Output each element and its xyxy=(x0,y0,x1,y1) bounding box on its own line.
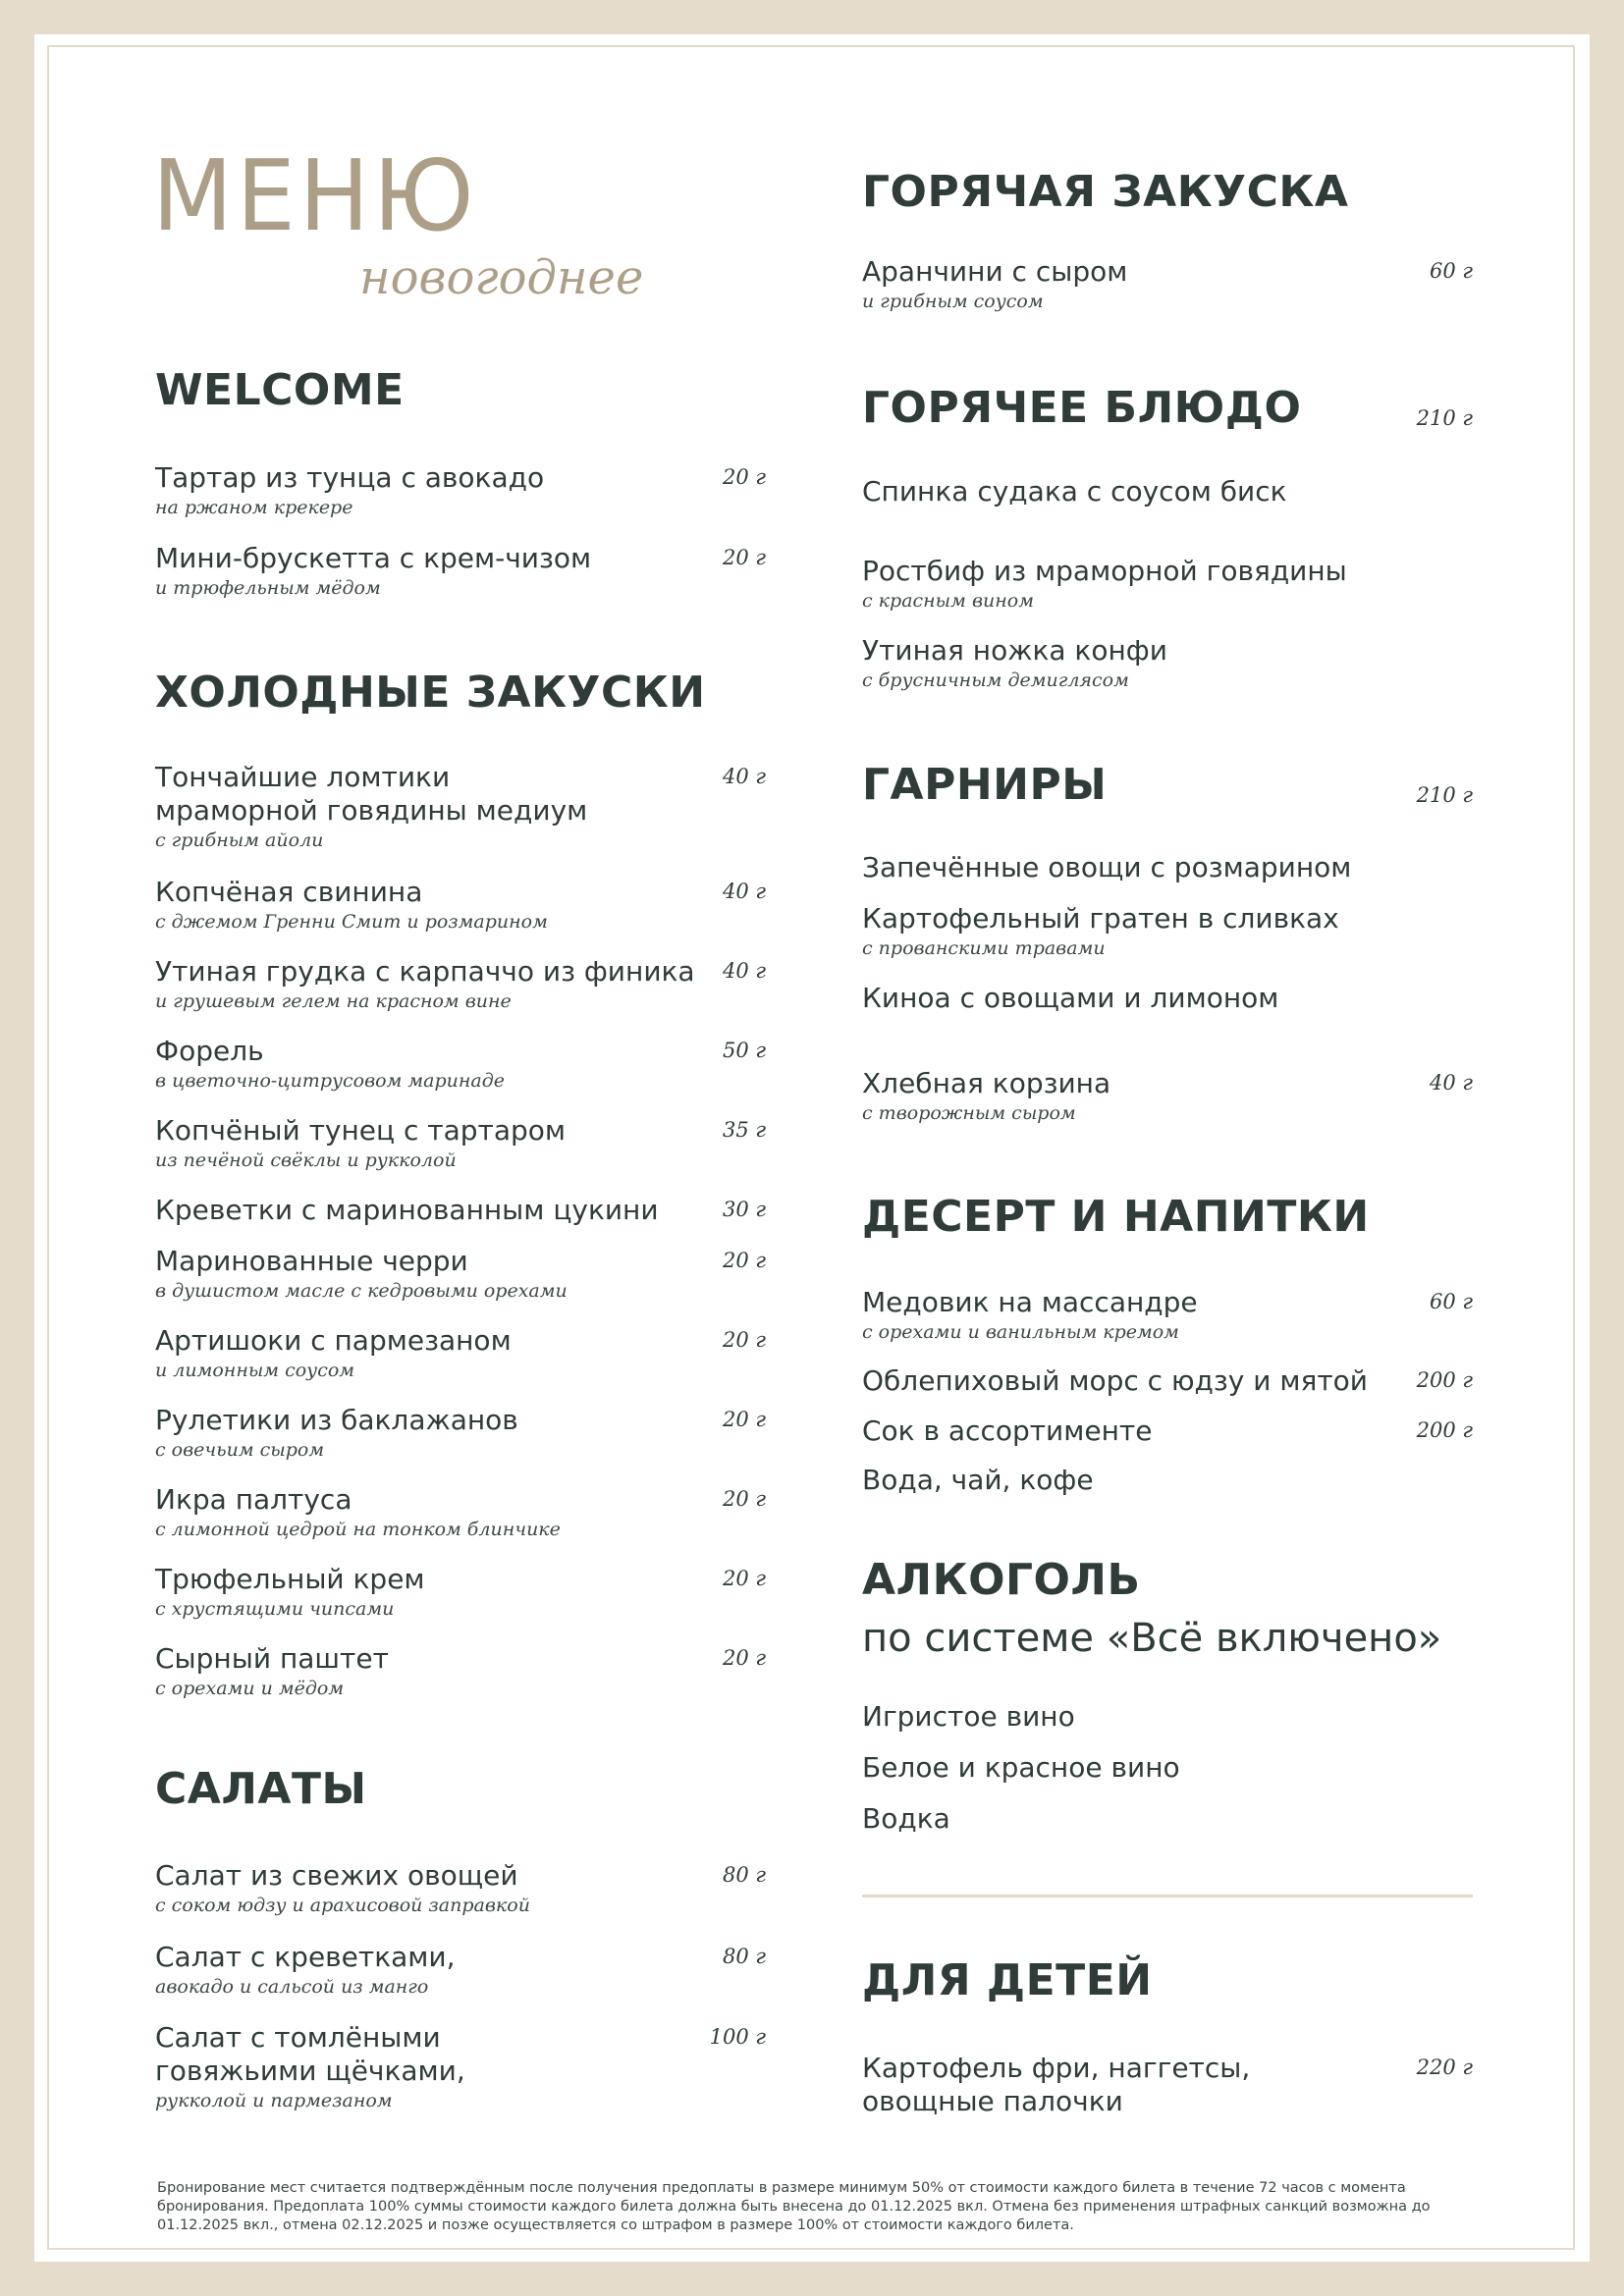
item-name: Артишоки с пармезаном xyxy=(155,1324,512,1357)
item-weight: 80 г xyxy=(722,1945,766,1968)
item-name: Рулетики из баклажанов xyxy=(155,1404,518,1436)
item-name: Утиная грудка с карпаччо из финика xyxy=(155,955,695,988)
item-name: Сок в ассортименте xyxy=(862,1415,1153,1447)
item-weight: 60 г xyxy=(1429,1290,1473,1313)
section-title-cold: ХОЛОДНЫЕ ЗАКУСКИ xyxy=(155,667,706,718)
item-description: с грибным айоли xyxy=(155,829,324,851)
item-name: Икра палтуса xyxy=(155,1483,352,1516)
menu-item xyxy=(862,1067,1473,1126)
section-title-hot-dish: ГОРЯЧЕЕ БЛЮДО xyxy=(862,383,1302,433)
menu-item xyxy=(862,1464,1473,1497)
item-name: Картофель фри, наггетсы, овощные палочки xyxy=(862,2052,1251,2117)
menu-item xyxy=(155,1194,766,1227)
item-weight: 50 г xyxy=(722,1039,766,1062)
section-title-hot-appetizer: ГОРЯЧАЯ ЗАКУСКА xyxy=(862,167,1349,217)
section-title-salads: САЛАТЫ xyxy=(155,1764,367,1814)
alcohol-subtitle: по системе «Всё включено» xyxy=(862,1616,1442,1661)
item-weight: 20 г xyxy=(722,1567,766,1590)
item-description: из печёной свёклы и рукколой xyxy=(155,1149,457,1171)
item-name: Вода, чай, кофе xyxy=(862,1464,1094,1496)
item-name: Креветки с маринованным цукини xyxy=(155,1194,659,1226)
item-name: Сырный паштет xyxy=(155,1642,389,1675)
item-description: авокадо и сальсой из манго xyxy=(155,1976,429,1998)
item-description: с овечьим сыром xyxy=(155,1439,325,1461)
section-divider xyxy=(862,1895,1473,1897)
section-title-welcome: WELCOME xyxy=(155,365,405,415)
item-name: Форель xyxy=(155,1035,264,1067)
item-description: в цветочно-цитрусовом маринаде xyxy=(155,1070,505,1092)
item-weight: 220 г xyxy=(1416,2056,1473,2079)
item-weight: 20 г xyxy=(722,546,766,569)
menu-item xyxy=(862,255,1473,314)
menu-item xyxy=(155,1404,766,1463)
menu-item xyxy=(862,902,1473,961)
booking-footnote: Бронирование мест считается подтверждённым после получения предоплаты в размере минимум 50% от стоимости каждого билета в течение 72 часов с момента бронирования. Предоплата 100% суммы стоимости каждого билета должна быть внесена до 01.12.2025 вкл. Отмена без применения штрафных санкций возможна до 01.12.2025 вкл., отмена 02.12.2025 и позже осуществляется со штрафом в размере 100% от стоимости каждого билета. xyxy=(157,2180,1431,2233)
menu-item xyxy=(155,1859,766,1918)
item-name: Копчёная свинина xyxy=(155,876,423,908)
item-weight: 40 г xyxy=(722,880,766,903)
item-description: с джемом Гренни Смит и розмарином xyxy=(155,911,548,933)
menu-item xyxy=(155,1563,766,1622)
section-title-alcohol: АЛКОГОЛЬ xyxy=(862,1555,1141,1605)
item-description: с творожным сыром xyxy=(862,1102,1076,1124)
item-weight: 80 г xyxy=(722,1863,766,1887)
item-name: Спинка судака с соусом биск xyxy=(862,475,1287,507)
menu-item xyxy=(155,1114,766,1173)
menu-item xyxy=(862,1286,1473,1345)
item-description: с орехами и мёдом xyxy=(155,1678,345,1699)
item-description: и грибным соусом xyxy=(862,291,1044,312)
item-weight: 60 г xyxy=(1429,259,1473,283)
menu-item xyxy=(155,761,766,853)
menu-item xyxy=(155,1035,766,1094)
menu-item xyxy=(862,475,1473,508)
menu-item xyxy=(155,1941,766,2000)
item-weight: 20 г xyxy=(722,1646,766,1670)
item-name: Трюфельный крем xyxy=(155,1563,425,1595)
item-weight: 100 г xyxy=(709,2025,766,2049)
menu-item xyxy=(862,1751,1473,1785)
item-name: Салат с креветками, xyxy=(155,1941,456,1973)
section-weight: 210 г xyxy=(1416,783,1473,807)
menu-item xyxy=(862,634,1473,693)
item-weight: 20 г xyxy=(722,1408,766,1431)
item-name: Игристое вино xyxy=(862,1700,1075,1733)
item-weight: 20 г xyxy=(722,1249,766,1272)
menu-item xyxy=(155,876,766,934)
item-weight: 30 г xyxy=(722,1198,766,1221)
item-name: Салат из свежих овощей xyxy=(155,1859,518,1892)
item-description: и трюфельным мёдом xyxy=(155,577,381,599)
item-name: Аранчини с сыром xyxy=(862,255,1128,288)
item-name: Тартар из тунца с авокадо xyxy=(155,461,545,494)
item-name: Тончайшие ломтики мраморной говядины медиум xyxy=(155,761,588,827)
item-description: и грушевым гелем на красном вине xyxy=(155,990,512,1012)
item-description: на ржаном крекере xyxy=(155,497,353,518)
item-name: Киноа с овощами и лимоном xyxy=(862,982,1279,1014)
menu-item xyxy=(862,1700,1473,1734)
item-description: с соком юдзу и арахисовой заправкой xyxy=(155,1895,530,1916)
item-weight: 20 г xyxy=(722,1487,766,1511)
menu-item xyxy=(155,1324,766,1383)
item-name: Салат с томлёными говяжьими щёчками, xyxy=(155,2021,465,2087)
menu-item xyxy=(862,851,1473,884)
item-name: Водка xyxy=(862,1802,950,1835)
item-description: в душистом масле с кедровыми орехами xyxy=(155,1280,568,1302)
menu-subtitle: новогоднее xyxy=(359,250,644,305)
item-description: с орехами и ванильным кремом xyxy=(862,1321,1179,1343)
item-description: и лимонным соусом xyxy=(155,1360,355,1381)
item-weight: 35 г xyxy=(722,1118,766,1142)
item-name: Маринованные черри xyxy=(155,1245,468,1277)
menu-item xyxy=(862,1802,1473,1836)
item-name: Картофельный гратен в сливках xyxy=(862,902,1339,934)
item-weight: 20 г xyxy=(722,465,766,489)
menu-title: МЕНЮ xyxy=(152,138,478,253)
item-name: Белое и красное вино xyxy=(862,1751,1180,1784)
item-weight: 40 г xyxy=(1429,1071,1473,1095)
item-name: Медовик на массандре xyxy=(862,1286,1198,1318)
menu-item xyxy=(862,1364,1473,1398)
menu-item xyxy=(862,555,1473,614)
item-name: Мини-брускетта с крем-чизом xyxy=(155,542,592,574)
section-title-sides: ГАРНИРЫ xyxy=(862,760,1108,810)
item-description: с брусничным демиглясом xyxy=(862,669,1129,691)
item-weight: 40 г xyxy=(722,765,766,788)
menu-item xyxy=(155,1483,766,1542)
item-name: Облепиховый морс с юдзу и мятой xyxy=(862,1364,1368,1397)
menu-item xyxy=(155,1245,766,1304)
menu-item xyxy=(155,2021,766,2113)
item-description: с хрустящими чипсами xyxy=(155,1598,395,1620)
item-description: рукколой и пармезаном xyxy=(155,2090,393,2111)
item-description: с прованскими травами xyxy=(862,937,1106,959)
item-weight: 20 г xyxy=(722,1328,766,1352)
section-title-dessert: ДЕСЕРТ И НАПИТКИ xyxy=(862,1192,1370,1242)
menu-item xyxy=(155,542,766,601)
item-weight: 200 г xyxy=(1416,1368,1473,1392)
item-description: с лимонной цедрой на тонком блинчике xyxy=(155,1519,561,1540)
item-name: Копчёный тунец с тартаром xyxy=(155,1114,567,1147)
menu-item xyxy=(155,1642,766,1701)
menu-item xyxy=(862,1415,1473,1448)
item-name: Запечённые овощи с розмарином xyxy=(862,851,1352,883)
item-name: Утиная ножка конфи xyxy=(862,634,1167,667)
menu-item xyxy=(155,461,766,520)
section-title-kids: ДЛЯ ДЕТЕЙ xyxy=(862,1955,1153,2005)
item-weight: 40 г xyxy=(722,959,766,983)
menu-item xyxy=(862,2052,1473,2118)
section-weight: 210 г xyxy=(1416,406,1473,430)
item-weight: 200 г xyxy=(1416,1418,1473,1442)
item-description: с красным вином xyxy=(862,590,1034,612)
menu-item xyxy=(155,955,766,1014)
item-name: Ростбиф из мраморной говядины xyxy=(862,555,1347,587)
menu-item xyxy=(862,982,1473,1015)
item-name: Хлебная корзина xyxy=(862,1067,1111,1099)
